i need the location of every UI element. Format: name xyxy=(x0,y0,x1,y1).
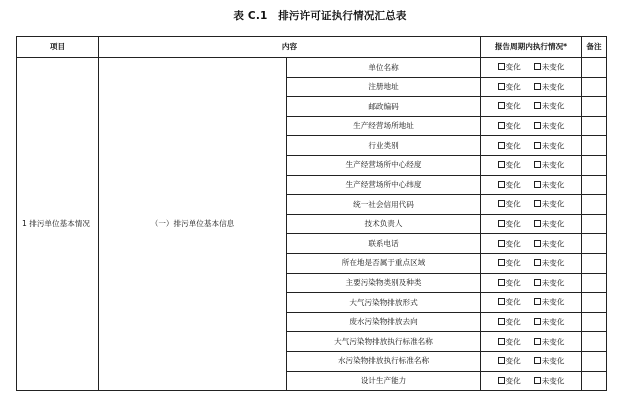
option-changed[interactable] xyxy=(498,357,521,365)
remarks-cell[interactable] xyxy=(582,234,607,254)
option-label-unchanged: 未变化 xyxy=(541,82,565,92)
option-changed[interactable] xyxy=(498,377,521,385)
option-changed[interactable] xyxy=(498,122,521,130)
item-cell: 单位名称 xyxy=(287,58,481,78)
option-changed[interactable] xyxy=(498,220,521,228)
checkbox[interactable] xyxy=(498,161,505,168)
item-cell: 生产经营场所地址 xyxy=(287,116,481,136)
status-cell xyxy=(481,234,582,254)
option-changed[interactable] xyxy=(498,200,521,208)
summary-table xyxy=(16,36,607,391)
option-unchanged[interactable] xyxy=(534,63,565,71)
option-changed[interactable] xyxy=(498,259,521,267)
option-label-changed: 变化 xyxy=(505,297,521,307)
checkbox[interactable] xyxy=(498,377,505,384)
remarks-cell[interactable] xyxy=(582,77,607,97)
option-label-changed: 变化 xyxy=(505,121,521,131)
status-cell xyxy=(481,253,582,273)
option-changed[interactable] xyxy=(498,63,521,71)
option-label-changed: 变化 xyxy=(505,101,521,111)
option-label-changed: 变化 xyxy=(505,317,521,327)
option-label-changed: 变化 xyxy=(505,376,521,386)
option-unchanged[interactable] xyxy=(534,83,565,91)
checkbox[interactable] xyxy=(498,181,505,188)
option-changed[interactable] xyxy=(498,240,521,248)
option-changed[interactable] xyxy=(498,338,521,346)
subcategory-cell: （一）排污单位基本信息 xyxy=(99,58,287,391)
table-row xyxy=(17,58,607,78)
item-cell: 行业类别 xyxy=(287,136,481,156)
option-label-changed: 变化 xyxy=(505,199,521,209)
item-cell: 技术负责人 xyxy=(287,214,481,234)
header-content: 内容 xyxy=(99,37,481,58)
status-cell xyxy=(481,97,582,117)
item-cell: 生产经营场所中心纬度 xyxy=(287,175,481,195)
option-unchanged[interactable] xyxy=(534,338,565,346)
option-label-unchanged: 未变化 xyxy=(541,376,565,386)
option-unchanged[interactable] xyxy=(534,161,565,169)
table-title: 表 C.1 排污许可证执行情况汇总表 xyxy=(233,10,407,22)
option-label-unchanged: 未变化 xyxy=(541,317,565,327)
checkbox[interactable] xyxy=(534,377,541,384)
checkbox[interactable] xyxy=(498,279,505,286)
option-label-changed: 变化 xyxy=(505,180,521,190)
project-cell: 1 排污单位基本情况 xyxy=(17,58,99,391)
option-changed[interactable] xyxy=(498,102,521,110)
remarks-cell[interactable] xyxy=(582,332,607,352)
header-remarks: 备注 xyxy=(582,37,607,58)
option-unchanged[interactable] xyxy=(534,377,565,385)
status-cell xyxy=(481,116,582,136)
checkbox[interactable] xyxy=(534,122,541,129)
checkbox[interactable] xyxy=(534,240,541,247)
item-cell: 联系电话 xyxy=(287,234,481,254)
status-cell xyxy=(481,351,582,371)
option-unchanged[interactable] xyxy=(534,122,565,130)
item-cell: 大气污染物排放执行标准名称 xyxy=(287,332,481,352)
option-label-changed: 变化 xyxy=(505,219,521,229)
option-unchanged[interactable] xyxy=(534,298,565,306)
checkbox[interactable] xyxy=(498,83,505,90)
checkbox[interactable] xyxy=(534,318,541,325)
option-label-unchanged: 未变化 xyxy=(541,199,565,209)
remarks-cell[interactable] xyxy=(582,136,607,156)
option-label-unchanged: 未变化 xyxy=(541,141,565,151)
status-cell xyxy=(481,155,582,175)
header-project: 项目 xyxy=(17,37,99,58)
checkbox[interactable] xyxy=(498,338,505,345)
status-cell xyxy=(481,58,582,78)
checkbox[interactable] xyxy=(534,259,541,266)
option-label-changed: 变化 xyxy=(505,141,521,151)
checkbox[interactable] xyxy=(498,240,505,247)
status-cell xyxy=(481,312,582,332)
header-status: 报告周期内执行情况* xyxy=(481,37,582,58)
option-changed[interactable] xyxy=(498,318,521,326)
option-unchanged[interactable] xyxy=(534,181,565,189)
checkbox[interactable] xyxy=(534,338,541,345)
remarks-cell[interactable] xyxy=(582,116,607,136)
remarks-cell[interactable] xyxy=(582,155,607,175)
option-unchanged[interactable] xyxy=(534,259,565,267)
item-cell: 注册地址 xyxy=(287,77,481,97)
checkbox[interactable] xyxy=(534,357,541,364)
status-cell xyxy=(481,175,582,195)
checkbox[interactable] xyxy=(534,83,541,90)
checkbox[interactable] xyxy=(534,279,541,286)
option-unchanged[interactable] xyxy=(534,102,565,110)
option-label-changed: 变化 xyxy=(505,356,521,366)
remarks-cell[interactable] xyxy=(582,97,607,117)
checkbox[interactable] xyxy=(534,63,541,70)
option-changed[interactable] xyxy=(498,142,521,150)
status-cell xyxy=(481,371,582,391)
checkbox[interactable] xyxy=(498,122,505,129)
status-cell xyxy=(481,273,582,293)
status-cell xyxy=(481,195,582,215)
option-label-unchanged: 未变化 xyxy=(541,239,565,249)
checkbox[interactable] xyxy=(534,181,541,188)
checkbox[interactable] xyxy=(534,220,541,227)
option-label-changed: 变化 xyxy=(505,239,521,249)
status-cell xyxy=(481,293,582,313)
item-cell: 生产经营场所中心经度 xyxy=(287,155,481,175)
remarks-cell[interactable] xyxy=(582,371,607,391)
option-unchanged[interactable] xyxy=(534,357,565,365)
option-label-unchanged: 未变化 xyxy=(541,337,565,347)
remarks-cell[interactable] xyxy=(582,58,607,78)
option-changed[interactable] xyxy=(498,83,521,91)
option-label-unchanged: 未变化 xyxy=(541,180,565,190)
option-changed[interactable] xyxy=(498,298,521,306)
status-cell xyxy=(481,136,582,156)
option-label-unchanged: 未变化 xyxy=(541,356,565,366)
status-cell xyxy=(481,214,582,234)
item-cell: 所在地是否属于重点区域 xyxy=(287,253,481,273)
option-label-unchanged: 未变化 xyxy=(541,160,565,170)
checkbox[interactable] xyxy=(498,318,505,325)
item-cell: 大气污染物排放形式 xyxy=(287,293,481,313)
item-cell: 邮政编码 xyxy=(287,97,481,117)
status-cell xyxy=(481,77,582,97)
option-label-unchanged: 未变化 xyxy=(541,219,565,229)
checkbox[interactable] xyxy=(534,161,541,168)
checkbox[interactable] xyxy=(498,142,505,149)
remarks-cell[interactable] xyxy=(582,175,607,195)
option-label-changed: 变化 xyxy=(505,62,521,72)
checkbox[interactable] xyxy=(534,200,541,207)
remarks-cell[interactable] xyxy=(582,312,607,332)
checkbox[interactable] xyxy=(498,220,505,227)
checkbox[interactable] xyxy=(498,357,505,364)
checkbox[interactable] xyxy=(534,142,541,149)
option-label-unchanged: 未变化 xyxy=(541,121,565,131)
checkbox[interactable] xyxy=(498,102,505,109)
option-label-unchanged: 未变化 xyxy=(541,278,565,288)
item-cell: 设计生产能力 xyxy=(287,371,481,391)
checkbox[interactable] xyxy=(498,63,505,70)
option-label-unchanged: 未变化 xyxy=(541,62,565,72)
option-label-changed: 变化 xyxy=(505,337,521,347)
item-cell: 水污染物排放执行标准名称 xyxy=(287,351,481,371)
remarks-cell[interactable] xyxy=(582,273,607,293)
remarks-cell[interactable] xyxy=(582,293,607,313)
checkbox[interactable] xyxy=(534,102,541,109)
option-changed[interactable] xyxy=(498,161,521,169)
checkbox[interactable] xyxy=(498,259,505,266)
remarks-cell[interactable] xyxy=(582,214,607,234)
option-label-unchanged: 未变化 xyxy=(541,101,565,111)
option-label-unchanged: 未变化 xyxy=(541,258,565,268)
option-unchanged[interactable] xyxy=(534,142,565,150)
remarks-cell[interactable] xyxy=(582,351,607,371)
option-label-changed: 变化 xyxy=(505,258,521,268)
remarks-cell[interactable] xyxy=(582,253,607,273)
option-changed[interactable] xyxy=(498,279,521,287)
option-unchanged[interactable] xyxy=(534,318,565,326)
option-label-unchanged: 未变化 xyxy=(541,297,565,307)
item-cell: 统一社会信用代码 xyxy=(287,195,481,215)
option-label-changed: 变化 xyxy=(505,278,521,288)
remarks-cell[interactable] xyxy=(582,195,607,215)
status-cell xyxy=(481,332,582,352)
option-unchanged[interactable] xyxy=(534,200,565,208)
option-label-changed: 变化 xyxy=(505,160,521,170)
option-changed[interactable] xyxy=(498,181,521,189)
option-unchanged[interactable] xyxy=(534,220,565,228)
checkbox[interactable] xyxy=(534,298,541,305)
header-row xyxy=(17,37,607,58)
item-cell: 废水污染物排放去向 xyxy=(287,312,481,332)
option-unchanged[interactable] xyxy=(534,279,565,287)
checkbox[interactable] xyxy=(498,298,505,305)
item-cell: 主要污染物类别及种类 xyxy=(287,273,481,293)
option-label-changed: 变化 xyxy=(505,82,521,92)
option-unchanged[interactable] xyxy=(534,240,565,248)
checkbox[interactable] xyxy=(498,200,505,207)
